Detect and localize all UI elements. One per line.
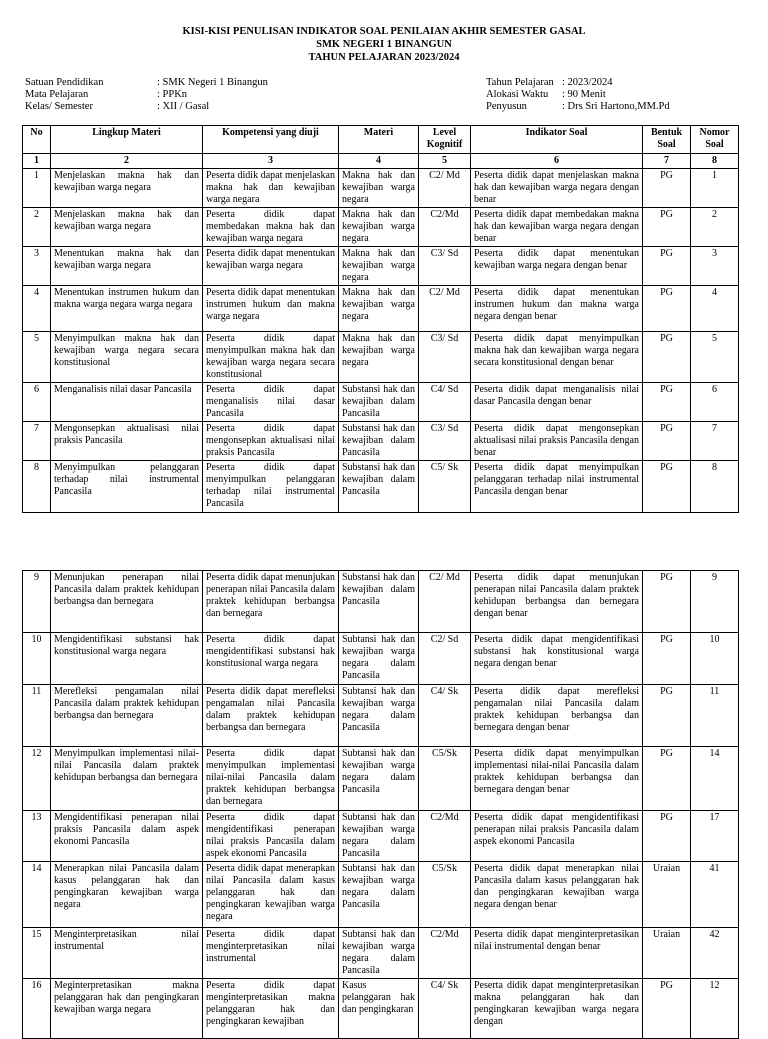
cell-materi: Makna hak dan kewajiban warga negara — [339, 208, 419, 247]
cell-indikator: Peserta didik dapat menentukan kewajiban warga negara dengan benar — [471, 247, 643, 286]
cell-kompetensi: Peserta didik dapat menyimpulkan implementasi nilai-nilai Pancasila dalam praktek kehidupan berbangsa dan bernegara — [203, 747, 339, 811]
cell-materi: Substansi hak dan kewajiban dalam Pancasila — [339, 571, 419, 633]
cell-level: C2/Md — [419, 928, 471, 979]
cell-kompetensi: Peserta didik dapat menjelaskan makna hak dan kewajiban warga negara — [203, 169, 339, 208]
column-header-lingkup: Lingkup Materi — [51, 126, 203, 154]
meta-satuan-label: Satuan Pendidikan — [25, 77, 104, 88]
cell-indikator: Peserta didik dapat menentukan instrumen hukum dan makna warga negara dengan benar — [471, 286, 643, 332]
cell-indikator: Peserta didik dapat menerapkan nilai Pancasila dalam kasus pelanggaran hak dan pengingkaran kewajiban warga negara dengan benar — [471, 862, 643, 928]
cell-indikator: Peserta didik dapat menyimpulkan implementasi nilai-nilai Pancasila dalam praktek kehidupan berbangsa dan bernegara dengan benar — [471, 747, 643, 811]
cell-materi: Makna hak dan kewajiban warga negara — [339, 169, 419, 208]
cell-nomor: 12 — [691, 979, 739, 1039]
cell-nomor: 17 — [691, 811, 739, 862]
cell-level: C3/ Sd — [419, 332, 471, 383]
cell-nomor: 14 — [691, 747, 739, 811]
cell-kompetensi: Peserta didik dapat menganalisis nilai dasar Pancasila — [203, 383, 339, 422]
cell-nomor: 10 — [691, 633, 739, 685]
cell-bentuk: PG — [643, 461, 691, 513]
cell-materi: Substansi hak dan kewajiban dalam Pancasila — [339, 383, 419, 422]
table-row — [23, 383, 739, 422]
cell-lingkup: Menyimpulkan makna hak dan kewajiban warga negara secara konstitusional — [51, 332, 203, 383]
cell-nomor: 41 — [691, 862, 739, 928]
cell-lingkup: Menunjukan penerapan nilai Pancasila dalam praktek kehidupan berbangsa dan bernegara — [51, 571, 203, 633]
document-title: KISI-KISI PENULISAN INDIKATOR SOAL PENILAIAN AKHIR SEMESTER GASAL — [182, 26, 586, 37]
cell-lingkup: Menjelaskan makna hak dan kewajiban warga negara — [51, 208, 203, 247]
cell-nomor: 1 — [691, 169, 739, 208]
cell-no: 4 — [23, 286, 51, 332]
column-header-level: Level Kognitif — [419, 126, 471, 154]
cell-no: 13 — [23, 811, 51, 862]
cell-kompetensi: Peserta didik dapat menentukan kewajiban warga negara — [203, 247, 339, 286]
cell-lingkup: Mengidentifikasi substansi hak konstitusional warga negara — [51, 633, 203, 685]
cell-no: 3 — [23, 247, 51, 286]
cell-kompetensi: Peserta didik dapat mengidentifikasi substansi hak konstitusional warga negara — [203, 633, 339, 685]
table-header-row — [23, 126, 739, 154]
kisi-kisi-table-page-2 — [22, 570, 739, 1039]
cell-materi: Makna hak dan kewajiban warga negara — [339, 286, 419, 332]
cell-nomor: 5 — [691, 332, 739, 383]
column-number-row — [23, 154, 739, 169]
cell-lingkup: Meginterpretasikan makna pelanggaran hak dan pengingkaran kewajiban warga negara — [51, 979, 203, 1039]
cell-indikator: Peserta didik dapat menginterpretasikan nilai instrumental dengan benar — [471, 928, 643, 979]
meta-penyusun-label: Penyusun — [486, 101, 527, 112]
cell-indikator: Peserta didik dapat menjelaskan makna hak dan kewajiban warga negara dengan benar — [471, 169, 643, 208]
cell-no: 9 — [23, 571, 51, 633]
cell-materi: Subtansi hak dan kewajiban warga negara dalam Pancasila — [339, 811, 419, 862]
cell-bentuk: PG — [643, 208, 691, 247]
cell-indikator: Peserta didik dapat merefleksi pengamalan nilai Pancasila dalam praktek kehidupan berbangsa dan bernegara dengan benar — [471, 685, 643, 747]
cell-lingkup: Menyimpulkan implementasi nilai-nilai Pancasila dalam praktek kehidupan berbangsa dan bernegara — [51, 747, 203, 811]
cell-lingkup: Menganalisis nilai dasar Pancasila — [51, 383, 203, 422]
cell-no: 11 — [23, 685, 51, 747]
table-row — [23, 247, 739, 286]
cell-level: C2/Md — [419, 208, 471, 247]
cell-materi: Substansi hak dan kewajiban dalam Pancasila — [339, 461, 419, 513]
cell-level: C4/ Sk — [419, 685, 471, 747]
cell-materi: Substansi hak dan kewajiban dalam Pancasila — [339, 422, 419, 461]
meta-mapel-label: Mata Pelajaran — [25, 89, 89, 100]
cell-materi: Kasus pelanggaran hak dan pengingkaran — [339, 979, 419, 1039]
cell-nomor: 42 — [691, 928, 739, 979]
academic-year-title: TAHUN PELAJARAN 2023/2024 — [308, 52, 460, 63]
cell-level: C5/ Sk — [419, 461, 471, 513]
table-row — [23, 862, 739, 928]
cell-bentuk: PG — [643, 169, 691, 208]
cell-materi: Subtansi hak dan kewajiban warga negara dalam Pancasila — [339, 928, 419, 979]
cell-no: 14 — [23, 862, 51, 928]
cell-bentuk: PG — [643, 332, 691, 383]
cell-indikator: Peserta didik dapat mengidentifikasi substansi hak konstitusional warga negara dengan benar — [471, 633, 643, 685]
cell-indikator: Peserta didik dapat mengidentifikasi penerapan nilai praksis Pancasila dalam aspek ekonomi Pancasila — [471, 811, 643, 862]
table-row — [23, 332, 739, 383]
cell-no: 8 — [23, 461, 51, 513]
cell-bentuk: PG — [643, 685, 691, 747]
column-number: 3 — [203, 154, 339, 169]
cell-no: 10 — [23, 633, 51, 685]
meta-kelas-value: : XII / Gasal — [157, 101, 210, 112]
cell-bentuk: PG — [643, 979, 691, 1039]
cell-level: C5/Sk — [419, 747, 471, 811]
cell-level: C4/ Sd — [419, 383, 471, 422]
cell-bentuk: Uraian — [643, 862, 691, 928]
table-row — [23, 747, 739, 811]
table-row — [23, 286, 739, 332]
cell-materi: Makna hak dan kewajiban warga negara — [339, 247, 419, 286]
cell-no: 6 — [23, 383, 51, 422]
cell-nomor: 4 — [691, 286, 739, 332]
cell-bentuk: PG — [643, 633, 691, 685]
cell-indikator: Peserta didik dapat mengonsepkan aktualisasi nilai praksis Pancasila dengan benar — [471, 422, 643, 461]
column-header-nomor: Nomor Soal — [691, 126, 739, 154]
cell-level: C2/ Md — [419, 571, 471, 633]
meta-tahun-label: Tahun Pelajaran — [486, 77, 554, 88]
meta-alokasi-label: Alokasi Waktu — [486, 89, 549, 100]
column-number: 8 — [691, 154, 739, 169]
cell-kompetensi: Peserta didik dapat mengidentifikasi penerapan nilai praksis Pancasila dalam aspek ekonomi Pancasila — [203, 811, 339, 862]
meta-tahun-value: : 2023/2024 — [562, 77, 613, 88]
table-row — [23, 208, 739, 247]
cell-lingkup: Menerapkan nilai Pancasila dalam kasus pelanggaran hak dan pengingkaran kewajiban warga negara — [51, 862, 203, 928]
cell-indikator: Peserta didik dapat menyimpulkan pelanggaran terhadap nilai instrumental Pancasila dengan benar — [471, 461, 643, 513]
cell-lingkup: Menentukan makna hak dan kewajiban warga negara — [51, 247, 203, 286]
cell-nomor: 3 — [691, 247, 739, 286]
table-row — [23, 422, 739, 461]
cell-no: 2 — [23, 208, 51, 247]
cell-lingkup: Menginterpretasikan nilai instrumental — [51, 928, 203, 979]
cell-nomor: 11 — [691, 685, 739, 747]
cell-bentuk: PG — [643, 422, 691, 461]
cell-materi: Makna hak dan kewajiban warga negara — [339, 332, 419, 383]
cell-kompetensi: Peserta didik dapat menerapkan nilai Pancasila dalam kasus pelanggaran hak dan pengingkaran kewajiban warga negara — [203, 862, 339, 928]
column-number: 1 — [23, 154, 51, 169]
meta-mapel-value: : PPKn — [157, 89, 188, 100]
column-header-materi: Materi — [339, 126, 419, 154]
cell-level: C2/ Sd — [419, 633, 471, 685]
cell-bentuk: PG — [643, 811, 691, 862]
cell-bentuk: PG — [643, 286, 691, 332]
cell-indikator: Peserta didik dapat menginterpretasikan makna pelanggaran hak dan pengingkaran kewajiban warga negara dengan — [471, 979, 643, 1039]
kisi-kisi-table-page-1 — [22, 125, 739, 513]
cell-kompetensi: Peserta didik dapat mengonsepkan aktualisasi nilai praksis Pancasila — [203, 422, 339, 461]
cell-level: C2/Md — [419, 811, 471, 862]
cell-bentuk: PG — [643, 383, 691, 422]
cell-kompetensi: Peserta didik dapat menentukan instrumen hukum dan makna warga negara — [203, 286, 339, 332]
school-name: SMK NEGERI 1 BINANGUN — [316, 39, 452, 50]
cell-level: C2/ Md — [419, 286, 471, 332]
cell-materi: Subtansi hak dan kewajiban warga negara dalam Pancasila — [339, 685, 419, 747]
column-number: 6 — [471, 154, 643, 169]
cell-no: 5 — [23, 332, 51, 383]
cell-level: C3/ Sd — [419, 247, 471, 286]
cell-indikator: Peserta didik dapat menganalisis nilai dasar Pancasila dengan benar — [471, 383, 643, 422]
cell-level: C4/ Sk — [419, 979, 471, 1039]
column-header-kompetensi: Kompetensi yang diuji — [203, 126, 339, 154]
column-header-indikator: Indikator Soal — [471, 126, 643, 154]
document-header — [0, 25, 768, 64]
cell-level: C2/ Md — [419, 169, 471, 208]
table-row — [23, 811, 739, 862]
column-number: 7 — [643, 154, 691, 169]
cell-bentuk: PG — [643, 571, 691, 633]
cell-kompetensi: Peserta didik dapat menginterpretasikan nilai instrumental — [203, 928, 339, 979]
cell-indikator: Peserta didik dapat membedakan makna hak dan kewajiban warga negara dengan benar — [471, 208, 643, 247]
cell-materi: Subtansi hak dan kewajiban warga negara dalam Pancasila — [339, 633, 419, 685]
cell-no: 1 — [23, 169, 51, 208]
cell-level: C5/Sk — [419, 862, 471, 928]
table-row — [23, 928, 739, 979]
meta-penyusun-value: : Drs Sri Hartono,MM.Pd — [562, 101, 670, 112]
cell-materi: Subtansi hak dan kewajiban warga negara dalam Pancasila — [339, 862, 419, 928]
column-number: 4 — [339, 154, 419, 169]
cell-nomor: 8 — [691, 461, 739, 513]
table-row — [23, 979, 739, 1039]
cell-lingkup: Mengidentifikasi penerapan nilai praksis Pancasila dalam aspek ekonomi Pancasila — [51, 811, 203, 862]
column-number: 2 — [51, 154, 203, 169]
cell-bentuk: PG — [643, 247, 691, 286]
cell-kompetensi: Peserta didik dapat menyimpulkan makna hak dan kewajiban warga negara secara konstitusional — [203, 332, 339, 383]
cell-lingkup: Mengonsepkan aktualisasi nilai praksis Pancasila — [51, 422, 203, 461]
meta-satuan-value: : SMK Negeri 1 Binangun — [157, 77, 268, 88]
table-row — [23, 633, 739, 685]
cell-no: 7 — [23, 422, 51, 461]
cell-nomor: 9 — [691, 571, 739, 633]
cell-level: C3/ Sd — [419, 422, 471, 461]
cell-indikator: Peserta didik dapat menunjukan penerapan nilai Pancasila dalam praktek kehidupan berbangsa dan bernegara dengan benar — [471, 571, 643, 633]
cell-lingkup: Merefleksi pengamalan nilai Pancasila dalam praktek kehidupan berbangsa dan bernegara — [51, 685, 203, 747]
meta-kelas-label: Kelas/ Semester — [25, 101, 93, 112]
meta-alokasi-value: : 90 Menit — [562, 89, 606, 100]
cell-lingkup: Menyimpulkan pelanggaran terhadap nilai instrumental Pancasila — [51, 461, 203, 513]
cell-no: 15 — [23, 928, 51, 979]
cell-kompetensi: Peserta didik dapat merefleksi pengamalan nilai Pancasila dalam praktek kehidupan berbangsa dan bernegara — [203, 685, 339, 747]
cell-no: 16 — [23, 979, 51, 1039]
cell-nomor: 6 — [691, 383, 739, 422]
cell-kompetensi: Peserta didik dapat menunjukan penerapan nilai Pancasila dalam praktek kehidupan berbangsa dan bernegara — [203, 571, 339, 633]
cell-materi: Subtansi hak dan kewajiban warga negara dalam Pancasila — [339, 747, 419, 811]
cell-lingkup: Menentukan instrumen hukum dan makna warga negara warga negara — [51, 286, 203, 332]
cell-kompetensi: Peserta didik dapat menginterpretasikan makna pelanggaran hak dan pengingkaran kewajiban — [203, 979, 339, 1039]
cell-kompetensi: Peserta didik dapat membedakan makna hak dan kewajiban warga negara — [203, 208, 339, 247]
table-row — [23, 685, 739, 747]
column-number: 5 — [419, 154, 471, 169]
cell-lingkup: Menjelaskan makna hak dan kewajiban warga negara — [51, 169, 203, 208]
cell-indikator: Peserta didik dapat menyimpulkan makna hak dan kewajiban warga negara secara konstitusional dengan benar — [471, 332, 643, 383]
table-row — [23, 169, 739, 208]
cell-bentuk: Uraian — [643, 928, 691, 979]
cell-nomor: 2 — [691, 208, 739, 247]
cell-nomor: 7 — [691, 422, 739, 461]
cell-kompetensi: Peserta didik dapat menyimpulkan pelanggaran terhadap nilai instrumental Pancasila — [203, 461, 339, 513]
cell-bentuk: PG — [643, 747, 691, 811]
table-row — [23, 461, 739, 513]
column-header-no: No — [23, 126, 51, 154]
table-row — [23, 571, 739, 633]
cell-no: 12 — [23, 747, 51, 811]
column-header-bentuk: Bentuk Soal — [643, 126, 691, 154]
